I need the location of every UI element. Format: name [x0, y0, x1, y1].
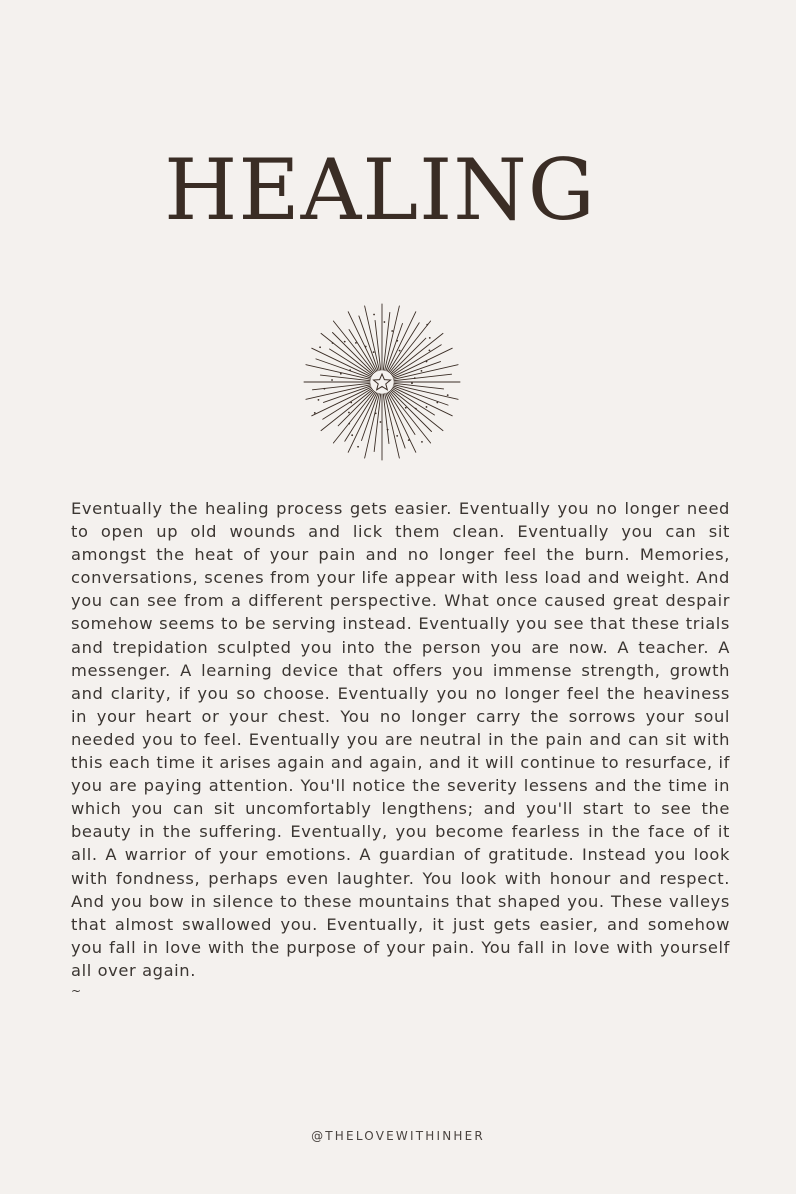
sparkle-dot: [387, 429, 389, 431]
sparkle-dot: [396, 340, 398, 342]
sparkle-dot: [436, 402, 438, 404]
closing-tilde: ~: [71, 984, 82, 998]
sparkle-dot: [355, 342, 357, 344]
sparkle-dot: [344, 341, 346, 343]
sunburst-star-icon: [302, 302, 462, 462]
sparkle-dot: [324, 388, 326, 390]
social-handle: @THELOVEWITHINHER: [311, 1129, 485, 1143]
sparkle-dot: [447, 394, 449, 396]
sparkle-dot: [429, 337, 431, 339]
sparkle-dot: [408, 439, 410, 441]
sparkle-dot: [319, 346, 321, 348]
sparkle-dot: [399, 350, 401, 352]
sparkle-dot: [384, 321, 386, 323]
sparkle-dot: [396, 435, 398, 437]
sparkle-dot: [340, 373, 342, 375]
sparkle-dot: [348, 423, 350, 425]
sparkle-dot: [375, 412, 377, 414]
sparkle-dot: [331, 379, 333, 381]
body-paragraph: Eventually the healing process gets easier. Eventually you no longer need to open up old wounds and lick them clean. Eventually you can sit amongst the heat of your pain and no longer feel the burn. Memories, conversations, scenes from your life appear with less load and weight. And you can see from a different perspective. What once caused great despair somehow seems to be serving instead. Eventually you see that these trials and trepidation sculpted you into the person you are now. A teacher. A messenger. A learning device that offers you immense strength, growth and clarity, if you so choose. Eventually you no longer feel the heaviness in your heart or your chest. You no longer carry the sorrows your soul needed you to feel. Eventually you are neutral in the pain and can sit with this each time it arises again and again, and it will continue to resurface, if you are paying attention. You'll notice the severity lessens and the time in which you can sit uncomfortably lengthens; and you'll start to see the beauty in the suffering. Eventually, you become fearless in the face of it all. A warrior of your emotions. A guardian of gratitude. Instead you look with fondness, perhaps even laughter. You look with honour and respect. And you bow in silence to these mountains that shaped you. These valleys that almost swallowed you. Eventually, it just gets easier, and somehow you fall in love with the purpose of your pain. You fall in love with yourself all over again.: [71, 499, 730, 980]
sparkle-dot: [411, 382, 413, 384]
sparkle-dot: [351, 434, 353, 436]
sparkle-dot: [365, 346, 367, 348]
center-star-icon: [374, 374, 391, 390]
sparkle-dot: [421, 441, 423, 443]
sparkle-dot: [391, 330, 393, 332]
sparkle-dot: [373, 351, 375, 353]
sparkle-dot: [415, 408, 417, 410]
sparkle-dot: [350, 402, 352, 404]
sparkle-dot: [405, 407, 407, 409]
sparkle-dot: [426, 324, 428, 326]
sparkle-dot: [348, 412, 350, 414]
sparkle-dot: [421, 370, 423, 372]
sparkle-dot: [318, 399, 320, 401]
sparkle-dot: [414, 377, 416, 379]
sparkle-dot: [314, 412, 316, 414]
sunburst-ray: [333, 333, 374, 374]
sparkle-dot: [349, 369, 351, 371]
page-title: HEALING: [164, 141, 596, 239]
sparkle-dot: [332, 342, 334, 344]
sparkle-dot: [426, 406, 428, 408]
sparkle-dot: [373, 314, 375, 316]
sparkle-dot: [357, 446, 359, 448]
sparkle-dot: [380, 421, 382, 423]
sparkle-dot: [429, 349, 431, 351]
sunburst-ray: [390, 390, 431, 431]
sparkle-dot: [426, 361, 428, 363]
